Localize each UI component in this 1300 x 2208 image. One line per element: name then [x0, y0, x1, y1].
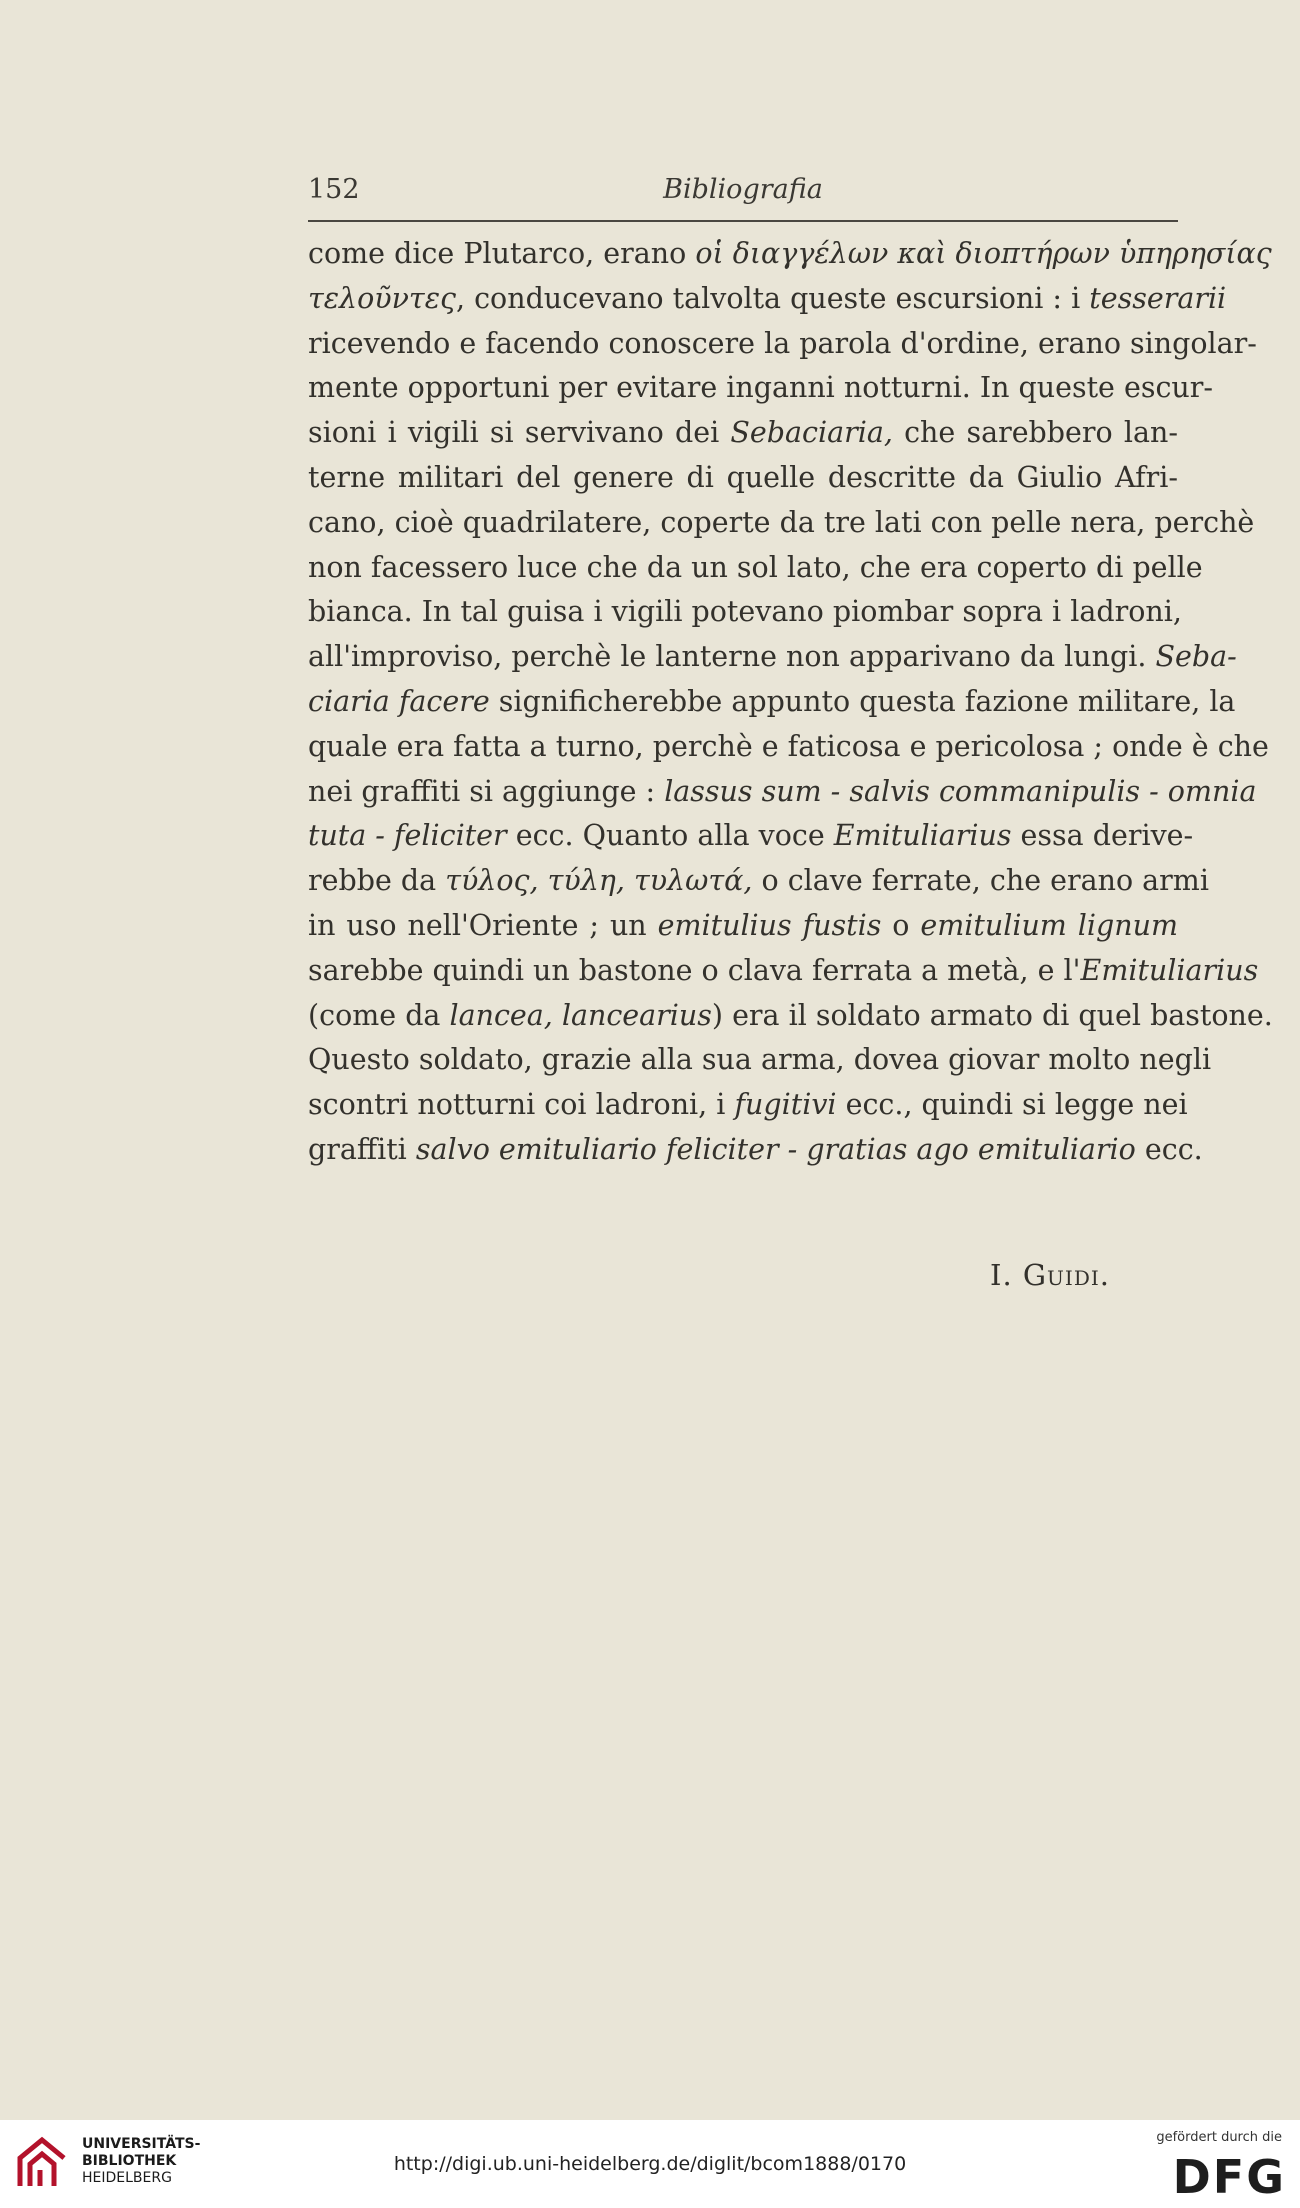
text-line [308, 859, 1209, 904]
text-line [308, 994, 1273, 1039]
italic-text: Seba- [1155, 640, 1237, 674]
text-line [308, 1083, 1188, 1128]
text-span: ricevendo e facendo conoscere la parola d'ordine, erano singolar- [308, 326, 1257, 360]
text-span: terne militari del genere di quelle descritte da Giulio Afri- [308, 460, 1178, 494]
text-span: ) era il soldato armato di quel bastone. [711, 998, 1273, 1032]
text-span: o [881, 908, 921, 942]
text-span: , conducevano talvolta queste escursioni : i [455, 281, 1090, 315]
text-span: in uso nell'Oriente ; un [308, 908, 658, 942]
text-span: sarebbe quindi un bastone o clava ferrata a metà, e l' [308, 953, 1081, 987]
italic-text: Emituliarius [833, 819, 1012, 853]
text-span: rebbe da [308, 864, 446, 898]
italic-text: emitulius fustis [657, 908, 882, 942]
italic-text: emitulium lignum [920, 908, 1178, 942]
italic-text: salvo emituliario feliciter - gratias ago emituliario [415, 1132, 1136, 1166]
text-span: come dice Plutarco, erano [308, 237, 696, 270]
italic-text: Emituliarius [1080, 953, 1259, 987]
text-line [308, 904, 1178, 949]
text-span: graffiti [308, 1132, 416, 1166]
text-span: nei graffiti si aggiunge : [308, 774, 665, 808]
text-span: all'improviso, perchè le lanterne non apparivano da lungi. [308, 640, 1156, 674]
text-line [308, 590, 1182, 635]
text-span: mente opportuni per evitare inganni notturni. In queste escur- [308, 371, 1214, 405]
text-span: bianca. In tal guisa i vigili potevano piombar sopra i ladroni, [308, 595, 1182, 629]
italic-text: lancea, lancearius [449, 998, 712, 1032]
italic-text: οἱ διαγγέλων καὶ διοπτήρων ὑπηρησίας [695, 237, 1272, 270]
text-span: o clave ferrate, che erano armi [752, 864, 1209, 898]
text-line [308, 635, 1237, 680]
italic-text: τελοῦντες [308, 281, 456, 315]
text-line [308, 814, 1194, 859]
italic-text: lassus sum - salvis commanipulis - omnia [664, 774, 1257, 808]
text-line [308, 949, 1259, 994]
italic-text: Sebaciaria, [730, 416, 893, 450]
text-span: essa derive- [1011, 819, 1194, 853]
viewer-footer [0, 2120, 1300, 2208]
page-number: 152 [308, 174, 360, 205]
text-span: (come da [308, 998, 450, 1032]
text-span: cano, cioè quadrilatere, coperte da tre lati con pelle nera, perchè [308, 505, 1255, 539]
text-span: scontri notturni coi ladroni, i [308, 1088, 735, 1122]
dfg-logo: DFG [1172, 2150, 1286, 2204]
italic-text: tuta - feliciter [308, 819, 507, 853]
text-line [308, 277, 1227, 322]
library-name-line-1: UNIVERSITÄTS- [82, 2136, 201, 2152]
text-line [308, 1128, 1203, 1173]
funded-by-label: gefördert durch die [1156, 2130, 1282, 2145]
text-span: Questo soldato, grazie alla sua arma, dovea giovar molto negli [308, 1043, 1212, 1077]
library-name-line-3: HEIDELBERG [82, 2170, 172, 2186]
header-rule [308, 220, 1178, 222]
text-line [308, 546, 1203, 591]
italic-text: tesserarii [1089, 281, 1227, 315]
text-line [308, 322, 1257, 367]
text-span: che sarebbero lan- [892, 416, 1178, 450]
text-line [308, 1038, 1212, 1083]
text-line [308, 366, 1214, 411]
text-line [308, 232, 1272, 277]
text-span: ecc. Quanto alla voce [506, 819, 834, 853]
text-span: ecc., quindi si legge nei [836, 1088, 1188, 1122]
permalink-url[interactable]: http://digi.ub.uni-heidelberg.de/diglit/bcom1888/0170 [393, 2153, 907, 2175]
text-line [308, 456, 1178, 501]
text-span: sioni i vigili si servivano dei [308, 416, 731, 450]
running-title: Bibliografia [663, 174, 823, 205]
text-span: significherebbe appunto questa fazione militare, la [489, 684, 1236, 718]
italic-text: τύλος, τύλη, τυλωτά, [445, 864, 753, 898]
text-span: ecc. [1135, 1132, 1203, 1166]
text-span: non facessero luce che da un sol lato, che era coperto di pelle [308, 550, 1203, 584]
text-line [308, 501, 1255, 546]
text-line [308, 411, 1178, 456]
text-line [308, 770, 1257, 815]
body-text [308, 232, 1273, 1173]
text-line [308, 680, 1236, 725]
italic-text: ciaria facere [308, 684, 490, 718]
author-signature: I. Guidi. [990, 1258, 1110, 1292]
page-header [308, 170, 1178, 210]
text-span: quale era fatta a turno, perchè e faticosa e pericolosa ; onde è che [308, 729, 1269, 763]
library-name-line-2: BIBLIOTHEK [82, 2153, 177, 2169]
text-line [308, 725, 1269, 770]
italic-text: fugitivi [734, 1088, 837, 1122]
